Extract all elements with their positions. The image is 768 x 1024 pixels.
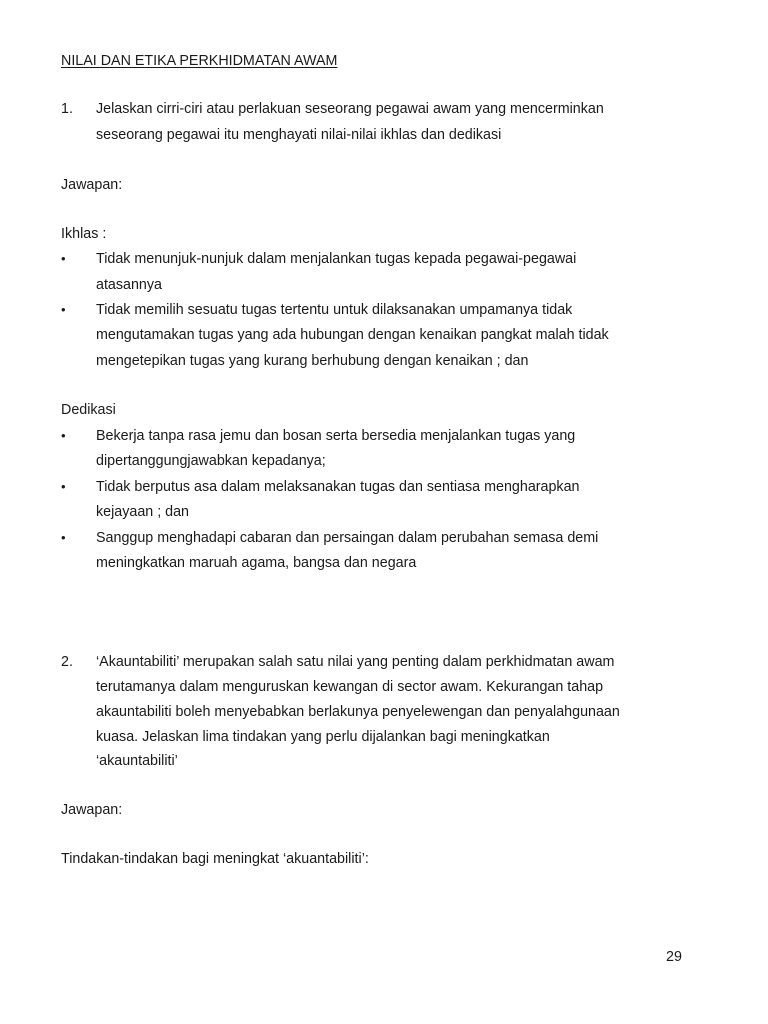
list-item-line: atasannya (96, 277, 162, 293)
page-number: 29 (666, 949, 682, 965)
list-item-line: Bekerja tanpa rasa jemu dan bosan serta bersedia menjalankan tugas yang (96, 428, 576, 444)
bullet-icon: • (61, 302, 66, 317)
section-heading-ikhlas: Ikhlas : (61, 226, 107, 242)
list-item-line: dipertanggungjawabkan kepadanya; (96, 453, 326, 469)
list-item-line: meningkatkan maruah agama, bangsa dan negara (96, 555, 417, 571)
question-2-line: ‘akauntabiliti’ (96, 753, 178, 769)
bullet-icon: • (61, 479, 66, 494)
question-2-line: ‘Akauntabiliti’ merupakan salah satu nilai yang penting dalam perkhidmatan awam (96, 654, 615, 670)
question-1-number: 1. (61, 101, 73, 117)
bullet-icon: • (61, 251, 66, 266)
list-item-line: Tidak berputus asa dalam melaksanakan tugas dan sentiasa mengharapkan (96, 479, 580, 495)
document-title: NILAI DAN ETIKA PERKHIDMATAN AWAM (61, 53, 338, 69)
list-item-line: mengutamakan tugas yang ada hubungan dengan kenaikan pangkat malah tidak (96, 327, 609, 343)
list-item-line: mengetepikan tugas yang kurang berhubung dengan kenaikan ; dan (96, 353, 529, 369)
question-2-line: akauntabiliti boleh menyebabkan berlakunya penyelewengan dan penyalahgunaan (96, 704, 620, 720)
list-item-line: Tidak menunjuk-nunjuk dalam menjalankan tugas kepada pegawai-pegawai (96, 251, 577, 267)
bullet-icon: • (61, 530, 66, 545)
question-2-line: kuasa. Jelaskan lima tindakan yang perlu dijalankan bagi meningkatkan (96, 729, 550, 745)
question-2-number: 2. (61, 654, 73, 670)
list-item-line: Tidak memilih sesuatu tugas tertentu untuk dilaksanakan umpamanya tidak (96, 302, 573, 318)
bullet-icon: • (61, 428, 66, 443)
answer-label: Jawapan: (61, 177, 123, 193)
question-1-line: seseorang pegawai itu menghayati nilai-nilai ikhlas dan dedikasi (96, 127, 502, 143)
question-1-line: Jelaskan cirri-ciri atau perlakuan seseorang pegawai awam yang mencerminkan (96, 101, 604, 117)
question-2-line: terutamanya dalam menguruskan kewangan di sector awam. Kekurangan tahap (96, 679, 604, 695)
section-heading-dedikasi: Dedikasi (61, 402, 116, 418)
answer-intro: Tindakan-tindakan bagi meningkat ‘akuantabiliti’: (61, 851, 369, 867)
list-item-line: Sanggup menghadapi cabaran dan persaingan dalam perubahan semasa demi (96, 530, 599, 546)
answer-label: Jawapan: (61, 802, 123, 818)
list-item-line: kejayaan ; dan (96, 504, 189, 520)
